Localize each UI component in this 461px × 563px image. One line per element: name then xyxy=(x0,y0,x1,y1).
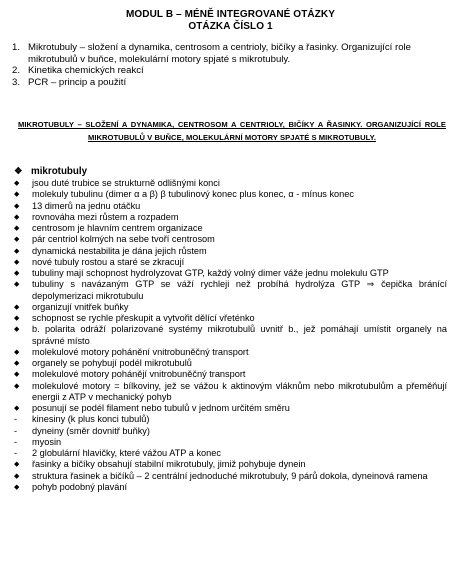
list-item-text: řasinky a bičíky obsahují stabilní mikrotubuly, jimiž pohybuje dynein xyxy=(32,459,306,470)
list-item-text: rovnováha mezi růstem a rozpadem xyxy=(32,211,179,222)
topic-text: PCR – princip a použití xyxy=(28,76,127,88)
topic-text: Kinetika chemických reakcí xyxy=(28,65,144,76)
list-item-text: posunují se podél filament nebo tubulů v jednom určitém směru xyxy=(32,403,290,413)
list-item-text: struktura řasinek a bičíků – 2 centrální jednoduché mikrotubuly, 9 párů dokola, dyneinová ramena xyxy=(32,470,428,481)
list-item-text: molekuly tubulinu (dimer α a β) β tubulinový konec plus konec, α - mínus konec xyxy=(32,189,354,200)
list-item-text: kinesiny (k plus konci tubulů) xyxy=(32,414,150,425)
diamond-bullet-icon: ◆ xyxy=(14,191,20,199)
list-item-text: dyneiny (směr dovnitř buňky) xyxy=(32,425,150,436)
diamond-bullet-icon: ◆ xyxy=(14,348,20,356)
diamond-bullet-icon: ◆ xyxy=(14,213,20,221)
list-item xyxy=(14,234,447,245)
diamond-bullet-icon: ◆ xyxy=(14,270,20,277)
list-item xyxy=(14,268,447,279)
list-item xyxy=(14,347,447,358)
diamond-bullet-icon: ◆ xyxy=(14,180,20,187)
dash-bullet-icon: - xyxy=(14,414,18,425)
main-bullet xyxy=(14,166,444,178)
list-item xyxy=(14,257,447,268)
list-item xyxy=(14,279,447,302)
module-title: MODUL B – MÉNĚ INTEGROVANÉ OTÁZKY xyxy=(125,9,336,20)
list-item-text: pohyb podobný plavání xyxy=(32,481,128,492)
list-item-text: schopnost se rychle přeskupit a vytvořit dělící vřeténko xyxy=(32,313,255,323)
list-item-text: centrosom je hlavním centrem organizace xyxy=(32,223,203,233)
list-item-text: 13 dimerů na jednu otáčku xyxy=(32,200,141,211)
four-diamond-bullet-icon: ❖ xyxy=(14,166,23,177)
list-item xyxy=(14,437,447,448)
bullet-list xyxy=(14,178,447,493)
list-item xyxy=(14,448,447,459)
list-item xyxy=(14,223,447,234)
diamond-bullet-icon: ◆ xyxy=(14,483,20,491)
dash-bullet-icon: - xyxy=(14,436,18,447)
list-item xyxy=(14,471,447,482)
diamond-bullet-icon: ◆ xyxy=(14,258,20,266)
list-item-text: nové tubuly rostou a staré se zkracují xyxy=(32,256,185,267)
list-item xyxy=(14,201,447,212)
topic-item xyxy=(12,65,452,77)
list-item-text: tubuliny s navázaným GTP se váží rychleji než probíhá hydrolýza GTP ⇒ čepička bránící depolymerizaci mikrotubulu xyxy=(32,279,447,301)
topic-number: 1. xyxy=(12,42,21,53)
list-item xyxy=(14,324,447,347)
diamond-bullet-icon: ◆ xyxy=(14,405,20,412)
diamond-bullet-icon: ◆ xyxy=(14,360,20,367)
diamond-bullet-icon: ◆ xyxy=(14,371,20,379)
section-heading: MIKROTUBULY – SLOŽENÍ A DYNAMIKA, CENTROSOM A CENTRIOLY, BIČÍKY A ŘASINKY. ORGANIZUJÍCÍ ROLE MIKROTUBULŮ V BUŇCE, MOLEKULÁRNÍ MOTORY SPJATÉ S MIKROTUBULY. xyxy=(18,120,446,142)
topic-list xyxy=(12,42,452,88)
list-item xyxy=(14,212,447,223)
diamond-bullet-icon: ◆ xyxy=(14,461,20,469)
question-number-title: OTÁZKA ČÍSLO 1 xyxy=(188,21,273,32)
topic-item xyxy=(12,77,452,89)
list-item-text: myosin xyxy=(32,436,62,447)
list-item-text: tubuliny mají schopnost hydrolyzovat GTP, každý volný dimer váže jednu molekulu GTP xyxy=(32,268,389,278)
topic-text: Mikrotubuly – složení a dynamika, centrosom a centrioly, bičíky a řasinky. Organizující role mikrotubulů v buňce, molekulární motory spjaté s mikrotubuly. xyxy=(28,42,412,65)
list-item xyxy=(14,482,447,493)
list-item xyxy=(14,313,447,324)
diamond-bullet-icon: ◆ xyxy=(14,202,20,210)
list-item-text: molekulové motory = bílkoviny, jež se vážou k aktinovým vláknům nebo mikrotubulům a přeměňují energii z ATP v mechanický pohyb xyxy=(32,380,447,402)
list-item xyxy=(14,381,447,404)
list-item xyxy=(14,426,447,437)
diamond-bullet-icon: ◆ xyxy=(14,281,20,289)
list-item-text: b. polarita odráží polarizované systémy mikrotubulů uvnitř b., jež pomáhají umístit organely na správné místo xyxy=(32,324,447,346)
list-item xyxy=(14,189,447,200)
list-item xyxy=(14,358,447,369)
diamond-bullet-icon: ◆ xyxy=(14,382,20,390)
diamond-bullet-icon: ◆ xyxy=(14,303,20,311)
dash-bullet-icon: - xyxy=(14,425,18,436)
list-item xyxy=(14,302,447,313)
list-item-text: dynamická nestabilita je dána jejich růstem xyxy=(32,245,207,256)
diamond-bullet-icon: ◆ xyxy=(14,472,20,480)
list-item-text: molekulové motory pohánějí vnitrobuněčný transport xyxy=(32,369,246,380)
list-item-text: jsou duté trubice se strukturně odlišnými konci xyxy=(32,178,220,188)
topic-item xyxy=(12,42,452,65)
list-item xyxy=(14,414,447,425)
diamond-bullet-icon: ◆ xyxy=(14,315,20,322)
diamond-bullet-icon: ◆ xyxy=(14,247,20,255)
list-item xyxy=(14,246,447,257)
list-item-text: molekulové motory pohánění vnitrobuněčný transport xyxy=(32,346,249,357)
list-item-text: pár centriol kolmých na sebe tvoří centrosom xyxy=(32,234,215,245)
list-item xyxy=(14,178,447,189)
list-item-text: organely se pohybují podél mikrotubulů xyxy=(32,358,192,368)
dash-bullet-icon: - xyxy=(14,448,18,458)
diamond-bullet-icon: ◆ xyxy=(14,225,20,232)
list-item-text: 2 globulární hlavičky, které vážou ATP a konec xyxy=(32,448,221,458)
list-item xyxy=(14,403,447,414)
topic-number: 2. xyxy=(12,65,21,76)
list-item xyxy=(14,369,447,380)
diamond-bullet-icon: ◆ xyxy=(14,326,20,334)
main-bullet-label: mikrotubuly xyxy=(31,166,88,177)
list-item xyxy=(14,459,447,470)
topic-number: 3. xyxy=(12,76,21,88)
list-item-text: organizují vnitřek buňky xyxy=(32,301,129,312)
diamond-bullet-icon: ◆ xyxy=(14,236,20,244)
